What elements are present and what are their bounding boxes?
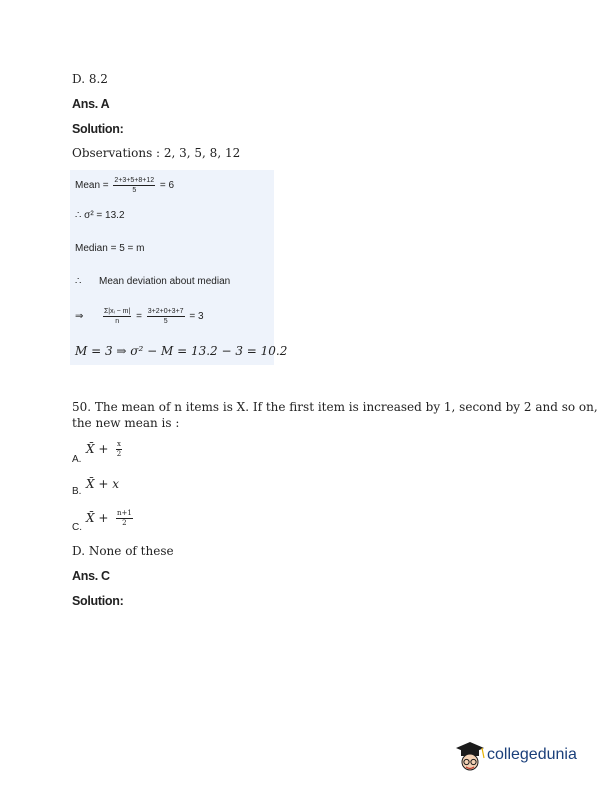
- mean-fraction: [113, 176, 155, 195]
- option-a-den: 2: [116, 450, 122, 458]
- md-denominator: n: [115, 318, 120, 325]
- implies-arrow: ⇒: [75, 311, 84, 323]
- therefore-symbol: ∴: [75, 276, 82, 287]
- md-fraction: [103, 307, 131, 326]
- option-c-expr: X̄ +: [86, 511, 109, 525]
- q50-line1: 50. The mean of n items is X. If the first item is increased by 1, second by 2 and so on,: [72, 400, 598, 414]
- option-c-label: C.: [72, 522, 82, 533]
- solution-math-image: [70, 170, 288, 365]
- mean-result: = 6: [159, 180, 175, 192]
- option-b-label: B.: [72, 486, 82, 497]
- option-a-fraction: [116, 440, 122, 459]
- mean-denominator: 5: [132, 187, 137, 194]
- option-a-label: A.: [72, 454, 82, 465]
- option-c-fraction: [116, 509, 133, 528]
- median-line: Median = 5 = m: [75, 243, 145, 254]
- mean-row: [75, 176, 174, 195]
- solution-label-prev: Solution:: [72, 122, 124, 136]
- answer-prev: Ans. A: [72, 97, 110, 111]
- mean-numerator: 2+3+5+8+12: [114, 177, 155, 184]
- md-result: = 3: [189, 311, 204, 323]
- md-denominator-2: 5: [163, 318, 168, 325]
- option-a-expr: X̄ +: [86, 442, 109, 456]
- md-fraction-2: [147, 307, 185, 326]
- md-row: [75, 307, 204, 326]
- md-numerator: Σ|xᵢ − m|: [103, 308, 131, 315]
- observations: Observations : 2, 3, 5, 8, 12: [72, 146, 241, 160]
- brand-name[interactable]: collegedunia: [487, 746, 577, 763]
- md-numerator-2: 3+2+0+3+7: [147, 308, 184, 315]
- option-c-num: n+1: [117, 509, 132, 517]
- option-b-expr: X̄ + x: [86, 477, 119, 491]
- option-c-den: 2: [122, 519, 127, 527]
- answer-q50: Ans. C: [72, 569, 110, 583]
- q50-line2: the new mean is :: [72, 416, 180, 430]
- option-a-num: x: [117, 440, 121, 448]
- md-equals: =: [136, 311, 142, 323]
- variance-line: ∴ σ² = 13.2: [75, 210, 125, 221]
- mean-label: Mean =: [75, 180, 109, 192]
- deviation-label: Mean deviation about median: [99, 276, 231, 287]
- final-line: M = 3 ⇒ σ² − M = 13.2 − 3 = 10.2: [75, 344, 288, 358]
- solution-label-q50: Solution:: [72, 594, 124, 608]
- option-d: D. None of these: [72, 544, 174, 558]
- option-d-prev: D. 8.2: [72, 72, 108, 86]
